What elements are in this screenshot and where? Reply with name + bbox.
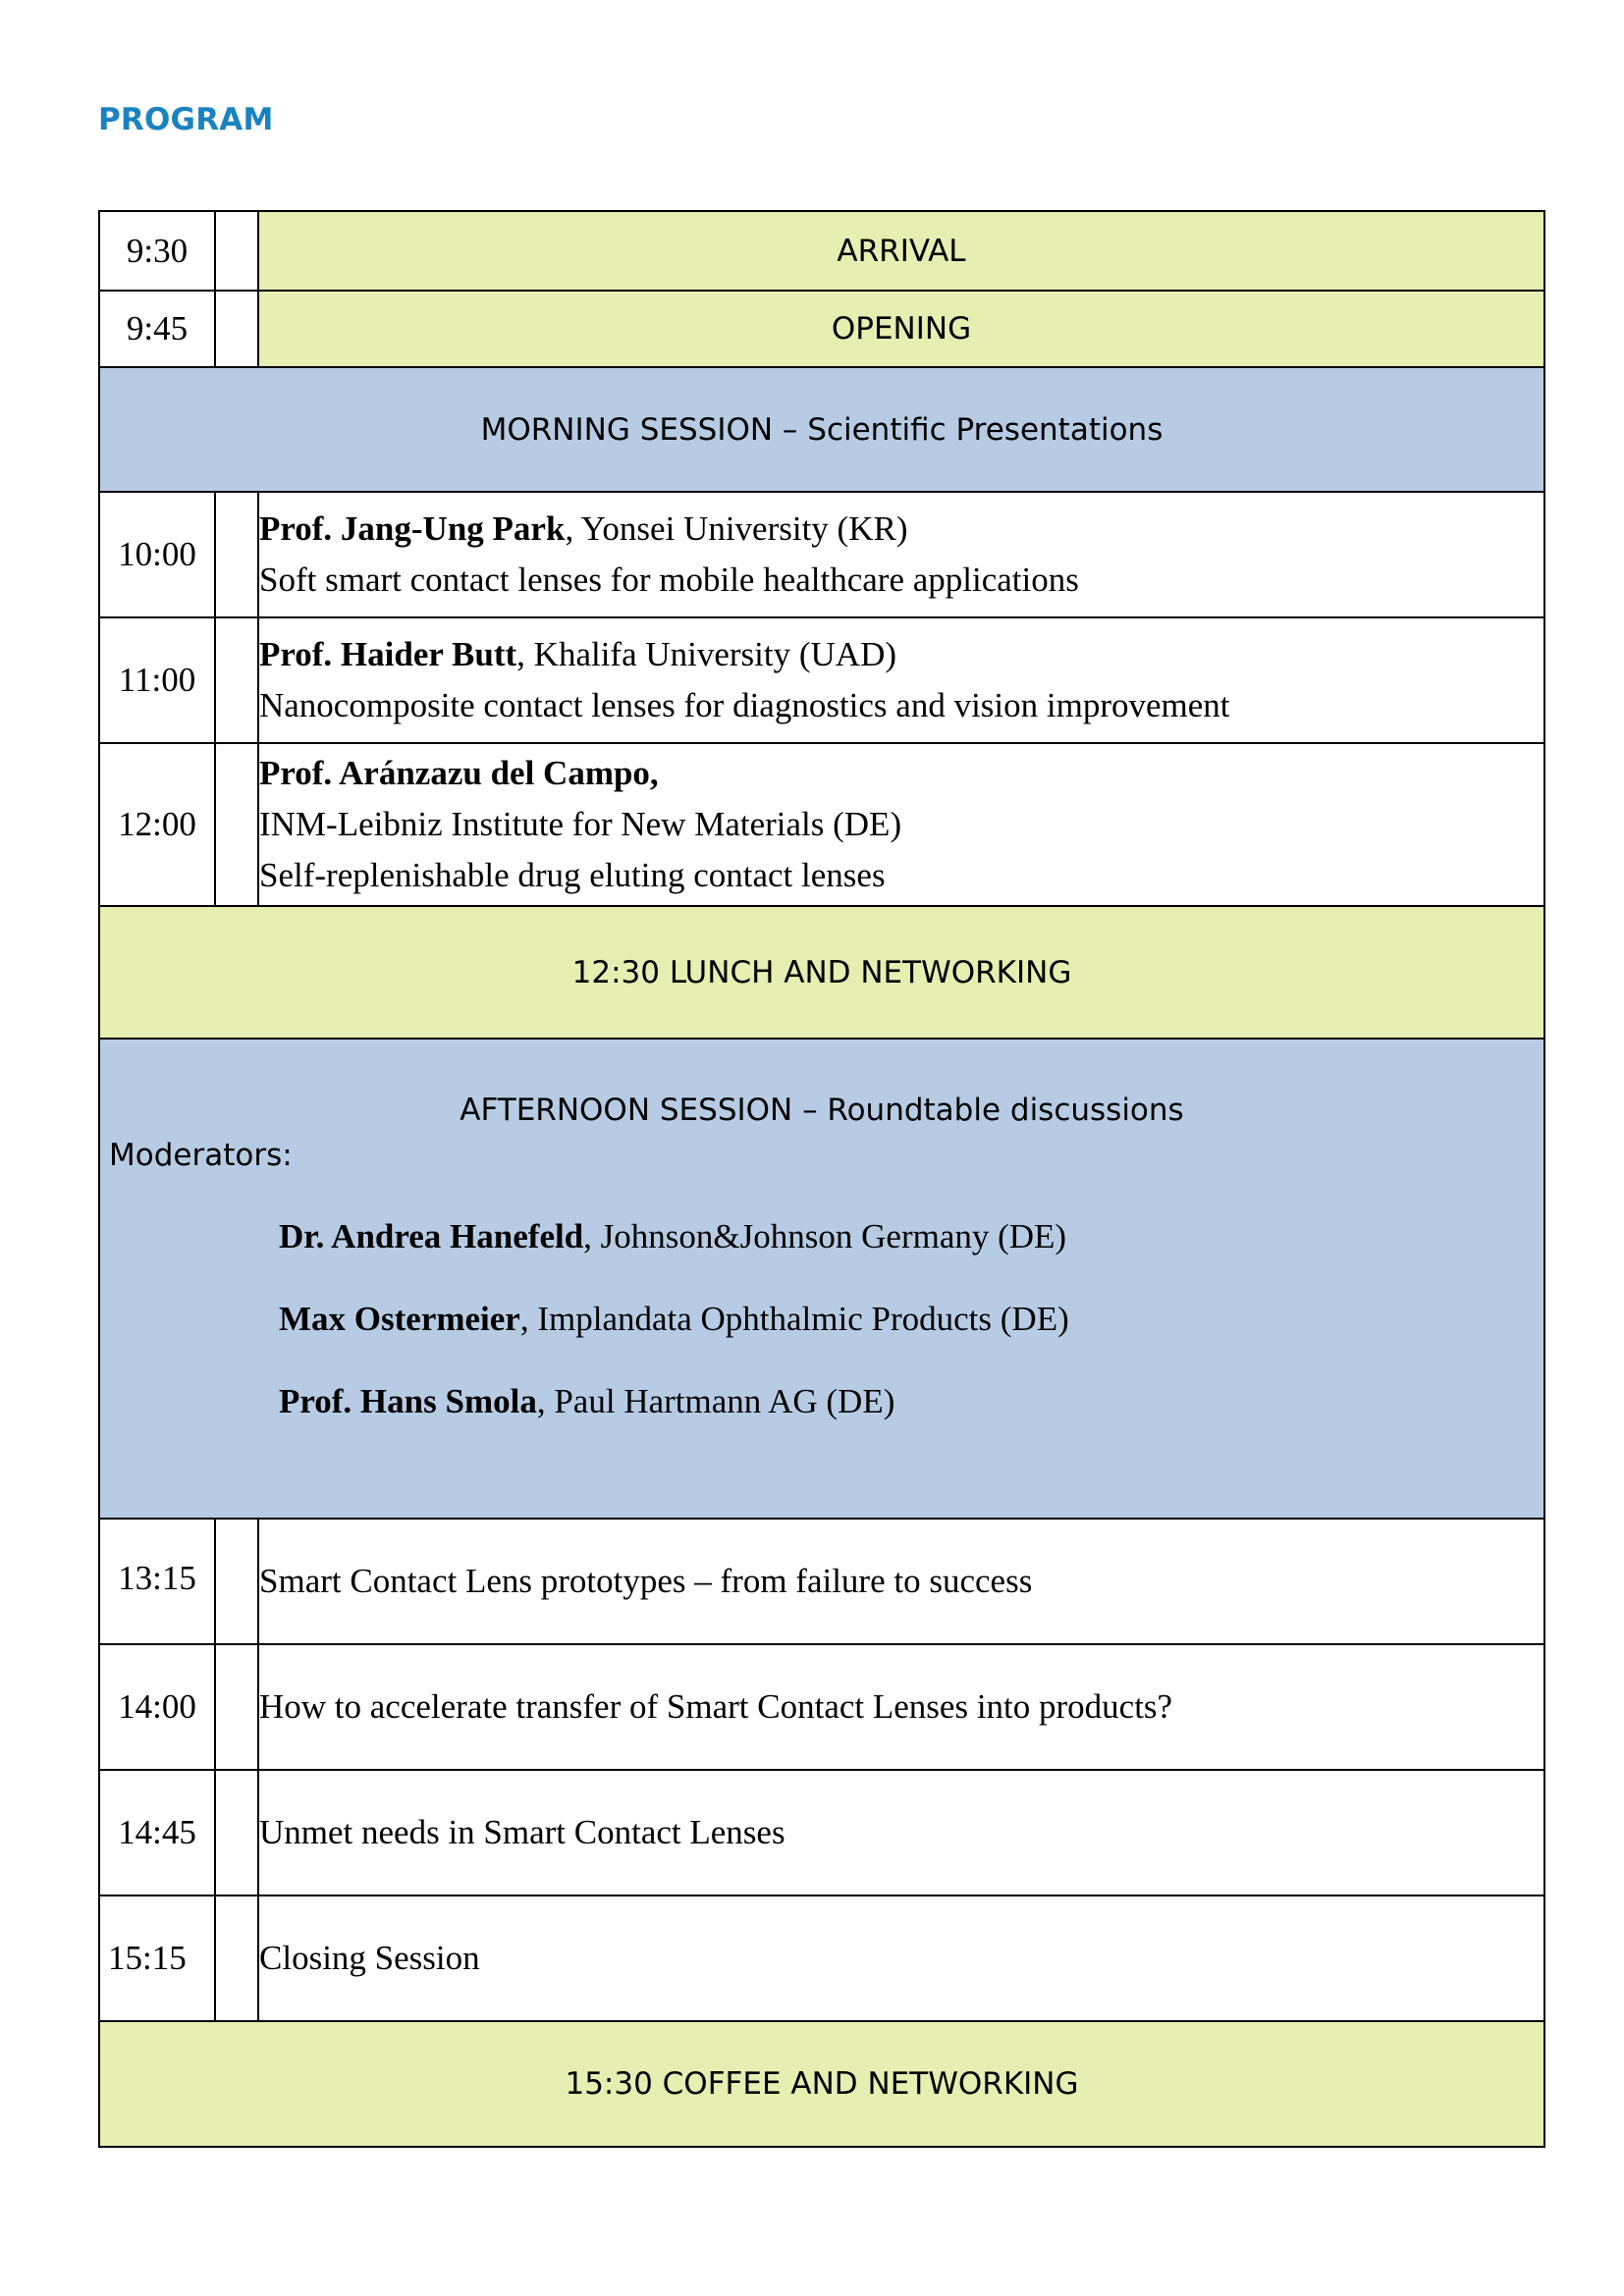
talk-row (99, 492, 1544, 617)
spacer-cell (215, 1519, 258, 1644)
arrival-label: ARRIVAL (258, 211, 1544, 291)
moderator-affiliation: , Paul Hartmann AG (DE) (536, 1382, 895, 1420)
time-cell: 15:15 (99, 1896, 215, 2021)
program-table (98, 210, 1545, 2148)
roundtable-topic: How to accelerate transfer of Smart Contact Lenses into products? (258, 1644, 1544, 1770)
coffee-label: 15:30 COFFEE AND NETWORKING (99, 2021, 1544, 2147)
moderators-label: Moderators: (109, 1138, 293, 1173)
roundtable-topic: Closing Session (258, 1896, 1544, 2021)
speaker-affiliation: , Yonsei University (KR) (565, 509, 908, 548)
spacer-cell (215, 211, 258, 291)
speaker-name: Prof. Jang-Ung Park (259, 509, 566, 548)
talk-title: Nanocomposite contact lenses for diagnostics and vision improvement (259, 686, 1230, 724)
moderator-affiliation: , Johnson&Johnson Germany (DE) (583, 1217, 1067, 1255)
moderator (279, 1216, 1543, 1257)
time-cell: 11:00 (99, 617, 215, 743)
spacer-cell (215, 492, 258, 617)
morning-session-row (99, 367, 1544, 492)
lunch-label: 12:30 LUNCH AND NETWORKING (99, 906, 1544, 1039)
spacer-cell (215, 1644, 258, 1770)
time-cell: 13:15 (99, 1519, 215, 1644)
speaker-name: Prof. Haider Butt (259, 635, 517, 673)
arrival-row (99, 211, 1544, 291)
talk-cell (258, 492, 1544, 617)
roundtable-row (99, 1896, 1544, 2021)
time-cell: 9:45 (99, 291, 215, 367)
roundtable-topic: Smart Contact Lens prototypes – from failure to success (258, 1519, 1544, 1644)
afternoon-session-header: AFTERNOON SESSION – Roundtable discussions (460, 1093, 1184, 1128)
talk-row (99, 743, 1544, 906)
talk-title: Self-replenishable drug eluting contact lenses (259, 856, 886, 894)
spacer-cell (215, 1896, 258, 2021)
talk-row (99, 617, 1544, 743)
roundtable-topic: Unmet needs in Smart Contact Lenses (258, 1770, 1544, 1896)
time-cell: 14:45 (99, 1770, 215, 1896)
time-cell: 9:30 (99, 211, 215, 291)
moderator (279, 1299, 1543, 1340)
spacer-cell (215, 1770, 258, 1896)
afternoon-session-cell (99, 1039, 1544, 1519)
moderator-affiliation: , Implandata Ophthalmic Products (DE) (519, 1300, 1069, 1338)
roundtable-row (99, 1644, 1544, 1770)
time-cell: 12:00 (99, 743, 215, 906)
speaker-affiliation: , Khalifa University (UAD) (516, 635, 897, 673)
morning-session-header: MORNING SESSION – Scientific Presentations (99, 367, 1544, 492)
moderator-name: Dr. Andrea Hanefeld (279, 1217, 584, 1255)
opening-row (99, 291, 1544, 367)
moderator-name: Max Ostermeier (279, 1300, 520, 1338)
lunch-row (99, 906, 1544, 1039)
spacer-cell (215, 743, 258, 906)
time-cell: 14:00 (99, 1644, 215, 1770)
afternoon-session-row (99, 1039, 1544, 1519)
talk-cell (258, 743, 1544, 906)
spacer-cell (215, 617, 258, 743)
spacer-cell (215, 291, 258, 367)
moderator-name: Prof. Hans Smola (279, 1382, 537, 1420)
speaker-name: Prof. Aránzazu del Campo, (259, 754, 659, 792)
opening-label: OPENING (258, 291, 1544, 367)
page-title: PROGRAM (98, 102, 274, 137)
talk-title: Soft smart contact lenses for mobile healthcare applications (259, 561, 1079, 599)
moderator (279, 1381, 1543, 1422)
roundtable-row (99, 1519, 1544, 1644)
coffee-row (99, 2021, 1544, 2147)
speaker-affiliation: INM-Leibniz Institute for New Materials (DE) (259, 805, 902, 843)
roundtable-row (99, 1770, 1544, 1896)
time-cell: 10:00 (99, 492, 215, 617)
talk-cell (258, 617, 1544, 743)
